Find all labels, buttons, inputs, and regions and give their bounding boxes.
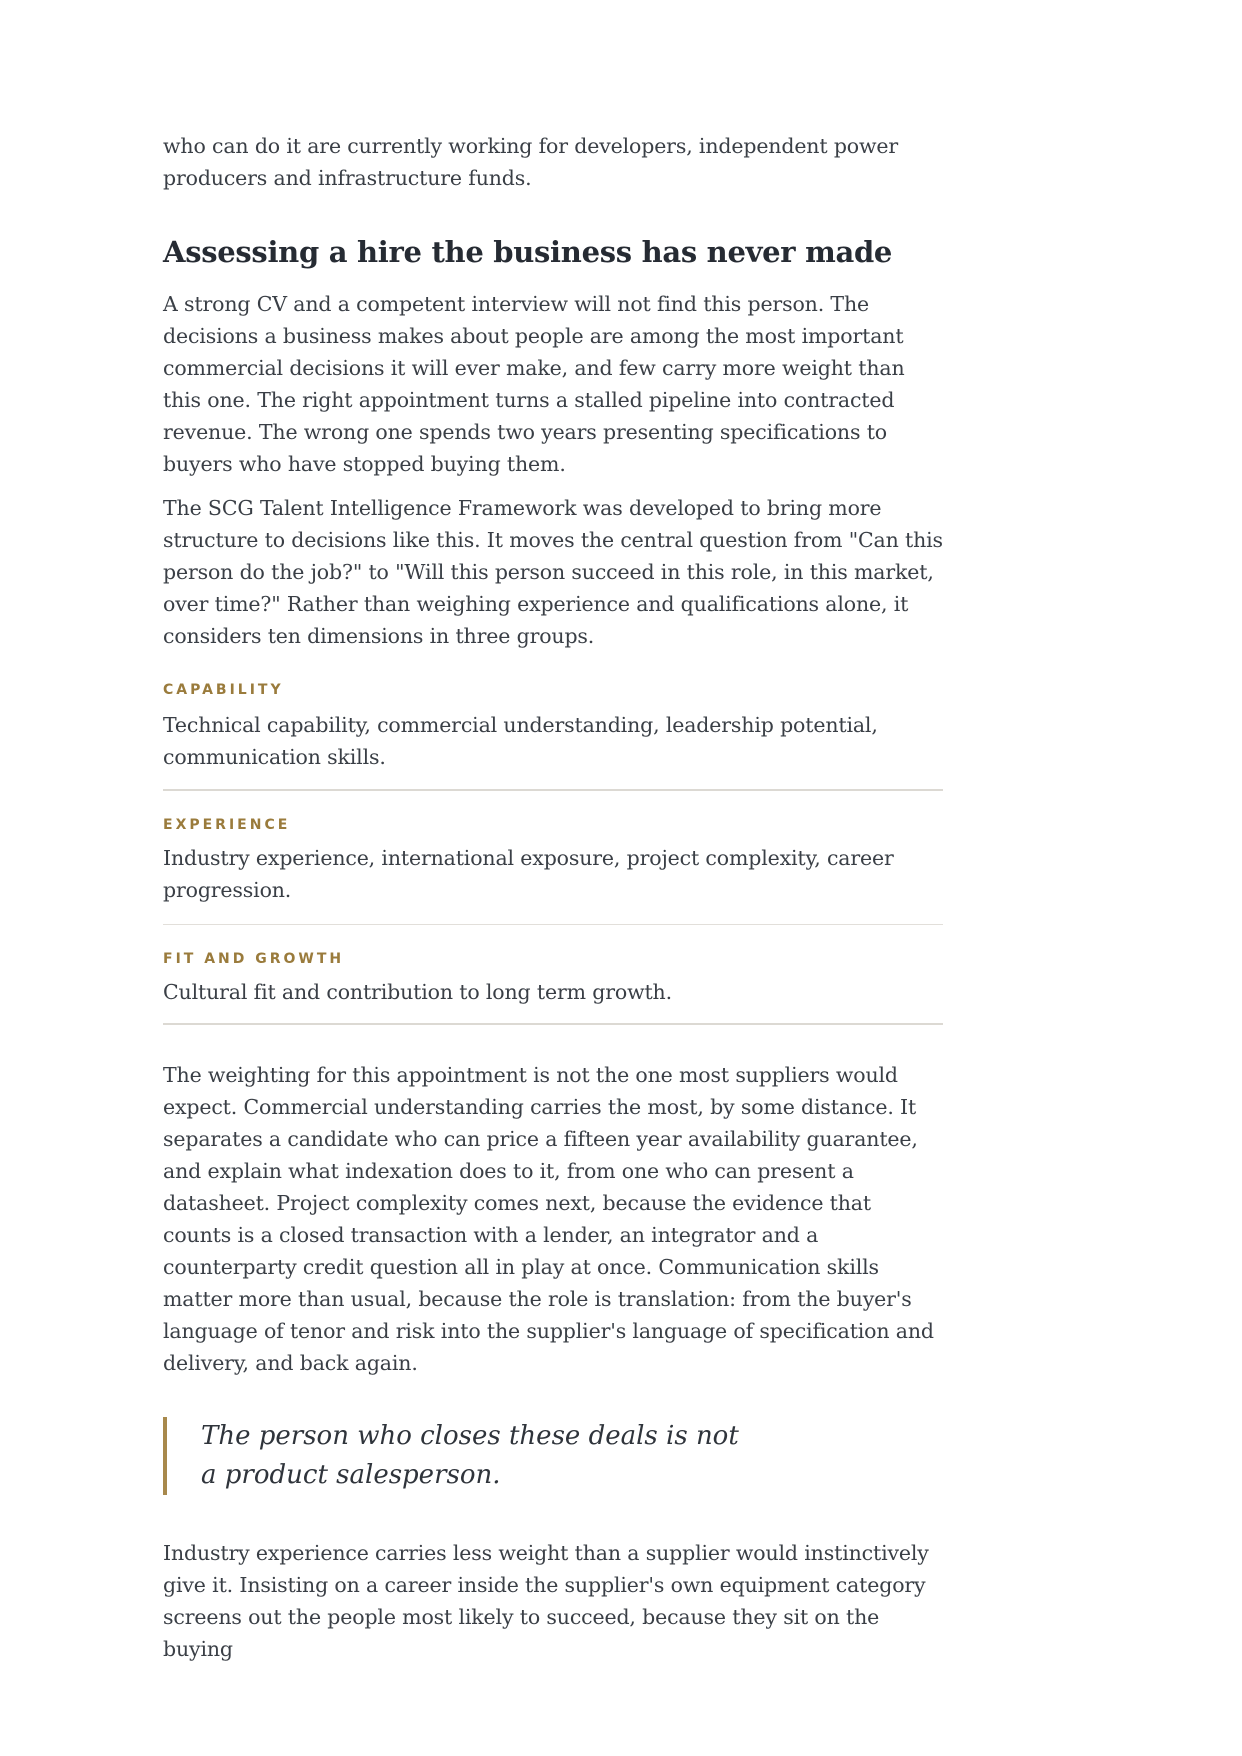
section-paragraph-1: A strong CV and a competent interview will not find this person. The decisions a business makes about people are among the most important commercial decisions it will ever make, and few carry more weight than this one. The right appointment turns a stalled pipeline into contracted revenue. The wrong one spends two years presenting specifications to buyers who have stopped buying them. [163,292,905,476]
group-description: Industry experience, international exposure, project complexity, career progression. [163,846,894,902]
framework-groups [163,681,943,1025]
group-label: FIT AND GROWTH [163,951,345,967]
intro-paragraph: who can do it are currently working for developers, independent power producers and infrastructure funds. [163,134,899,190]
group-divider [163,924,943,925]
group-experience [163,816,943,906]
industry-paragraph: Industry experience carries less weight than a supplier would instinctively give it. Insisting on a career inside the supplier's own equipment category screens out the people most likely to succeed, because they sit on the buying [163,1541,929,1661]
pull-quote: The person who closes these deals is not a product salesperson. [163,1417,761,1495]
group-fit-and-growth [163,950,943,1008]
group-label: EXPERIENCE [163,817,291,833]
weighting-paragraph: The weighting for this appointment is not the one most suppliers would expect. Commercial understanding carries the most, by some distance. It separates a candidate who can price a fifteen year availability guarantee, and explain what indexation does to it, from one who can present a datasheet. Project complexity comes next, because the evidence that counts is a closed transaction with a lender, an integrator and a counterparty credit question all in play at once. Communication skills matter more than usual, because the role is translation: from the buyer's language of tenor and risk into the supplier's language of specification and delivery, and back again. [163,1063,934,1375]
group-capability [163,681,943,773]
group-divider [163,1023,943,1025]
group-description: Cultural fit and contribution to long term growth. [163,980,672,1004]
group-description: Technical capability, commercial understanding, leadership potential, communication skills. [163,713,878,769]
group-divider [163,789,943,791]
group-label: CAPABILITY [163,682,284,698]
section-paragraph-2: The SCG Talent Intelligence Framework was developed to bring more structure to decisions like this. It moves the central question from "Can this person do the job?" to "Will this person succeed in this role, in this market, over time?" Rather than weighing experience and qualifications alone, it considers ten dimensions in three groups. [163,496,943,648]
document-page [163,130,943,1665]
section-heading: Assessing a hire the business has never made [163,235,893,269]
